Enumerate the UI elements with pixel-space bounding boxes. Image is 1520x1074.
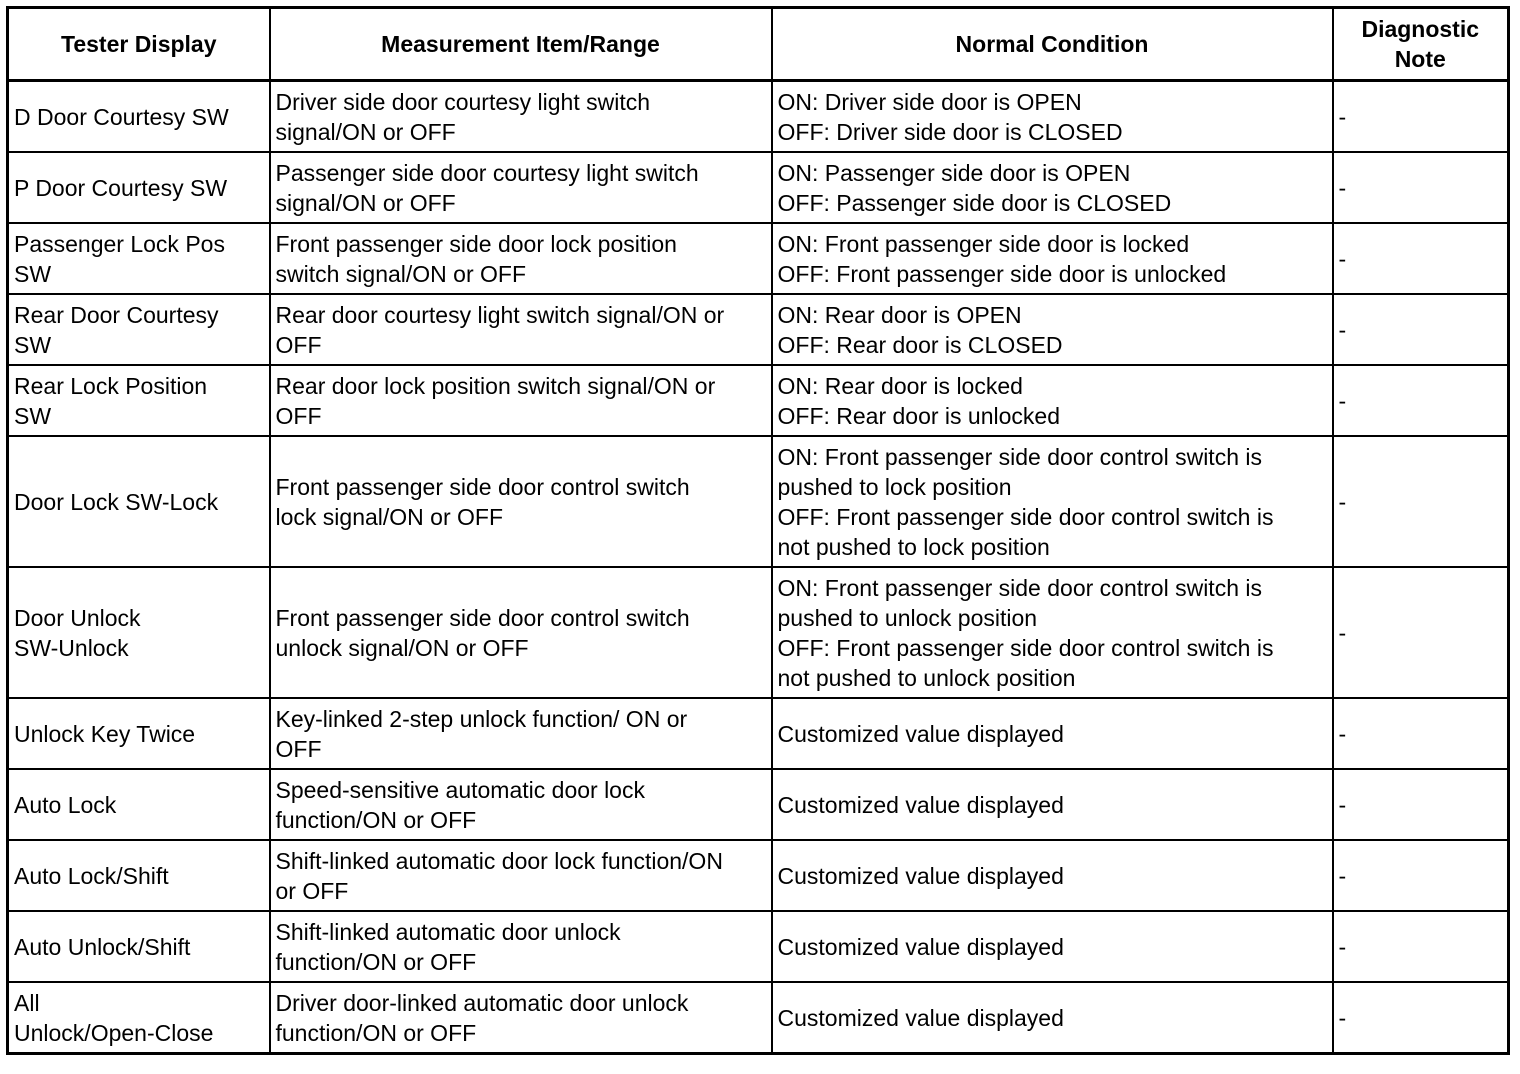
cell-measurement-item: Front passenger side door control switch unlock signal/ON or OFF [270,567,772,698]
cell-diagnostic-note: - [1333,911,1509,982]
table-header-row [8,8,1509,81]
cell-diagnostic-note: - [1333,294,1509,365]
data-list-table [6,6,1510,1055]
table-row [8,436,1509,567]
cell-diagnostic-note: - [1333,81,1509,153]
header-measurement-item: Measurement Item/Range [270,8,772,81]
cell-tester-display: Auto Lock [8,769,270,840]
cell-diagnostic-note: - [1333,223,1509,294]
cell-normal-condition: ON: Front passenger side door control switch is pushed to lock position OFF: Front passenger side door control switch is not pushed to lock position [772,436,1333,567]
header-tester-display: Tester Display [8,8,270,81]
table-row [8,698,1509,769]
header-diagnostic-note: Diagnostic Note [1333,8,1509,81]
cell-normal-condition: ON: Front passenger side door control switch is pushed to unlock position OFF: Front passenger side door control switch is not pushed to unlock position [772,567,1333,698]
table-row [8,81,1509,153]
table-row [8,769,1509,840]
cell-measurement-item: Speed-sensitive automatic door lock function/ON or OFF [270,769,772,840]
table-row [8,840,1509,911]
cell-normal-condition: ON: Rear door is OPEN OFF: Rear door is CLOSED [772,294,1333,365]
cell-measurement-item: Shift-linked automatic door lock function/ON or OFF [270,840,772,911]
cell-tester-display: Auto Lock/Shift [8,840,270,911]
cell-normal-condition: Customized value displayed [772,698,1333,769]
cell-normal-condition: Customized value displayed [772,840,1333,911]
cell-tester-display: P Door Courtesy SW [8,152,270,223]
cell-measurement-item: Shift-linked automatic door unlock function/ON or OFF [270,911,772,982]
table-row [8,294,1509,365]
cell-tester-display: Rear Door Courtesy SW [8,294,270,365]
cell-measurement-item: Front passenger side door control switch lock signal/ON or OFF [270,436,772,567]
cell-normal-condition: Customized value displayed [772,982,1333,1054]
cell-normal-condition: ON: Passenger side door is OPEN OFF: Passenger side door is CLOSED [772,152,1333,223]
cell-measurement-item: Driver side door courtesy light switch signal/ON or OFF [270,81,772,153]
cell-normal-condition: Customized value displayed [772,769,1333,840]
cell-tester-display: Door Lock SW-Lock [8,436,270,567]
cell-diagnostic-note: - [1333,982,1509,1054]
cell-diagnostic-note: - [1333,567,1509,698]
table-row [8,567,1509,698]
table-row [8,152,1509,223]
cell-measurement-item: Driver door-linked automatic door unlock function/ON or OFF [270,982,772,1054]
cell-tester-display: Auto Unlock/Shift [8,911,270,982]
cell-normal-condition: ON: Driver side door is OPEN OFF: Driver side door is CLOSED [772,81,1333,153]
cell-measurement-item: Key-linked 2-step unlock function/ ON or OFF [270,698,772,769]
table-row [8,911,1509,982]
cell-diagnostic-note: - [1333,365,1509,436]
cell-measurement-item: Front passenger side door lock position switch signal/ON or OFF [270,223,772,294]
cell-tester-display: Passenger Lock Pos SW [8,223,270,294]
cell-normal-condition: Customized value displayed [772,911,1333,982]
cell-measurement-item: Rear door lock position switch signal/ON or OFF [270,365,772,436]
cell-tester-display: All Unlock/Open-Close [8,982,270,1054]
cell-diagnostic-note: - [1333,769,1509,840]
cell-tester-display: Rear Lock Position SW [8,365,270,436]
cell-diagnostic-note: - [1333,840,1509,911]
cell-diagnostic-note: - [1333,436,1509,567]
header-normal-condition: Normal Condition [772,8,1333,81]
cell-normal-condition: ON: Rear door is locked OFF: Rear door is unlocked [772,365,1333,436]
cell-measurement-item: Passenger side door courtesy light switch signal/ON or OFF [270,152,772,223]
cell-tester-display: Door Unlock SW-Unlock [8,567,270,698]
cell-diagnostic-note: - [1333,152,1509,223]
cell-measurement-item: Rear door courtesy light switch signal/ON or OFF [270,294,772,365]
cell-diagnostic-note: - [1333,698,1509,769]
cell-tester-display: D Door Courtesy SW [8,81,270,153]
cell-tester-display: Unlock Key Twice [8,698,270,769]
table-row [8,223,1509,294]
cell-normal-condition: ON: Front passenger side door is locked OFF: Front passenger side door is unlocked [772,223,1333,294]
table-row [8,982,1509,1054]
table-row [8,365,1509,436]
